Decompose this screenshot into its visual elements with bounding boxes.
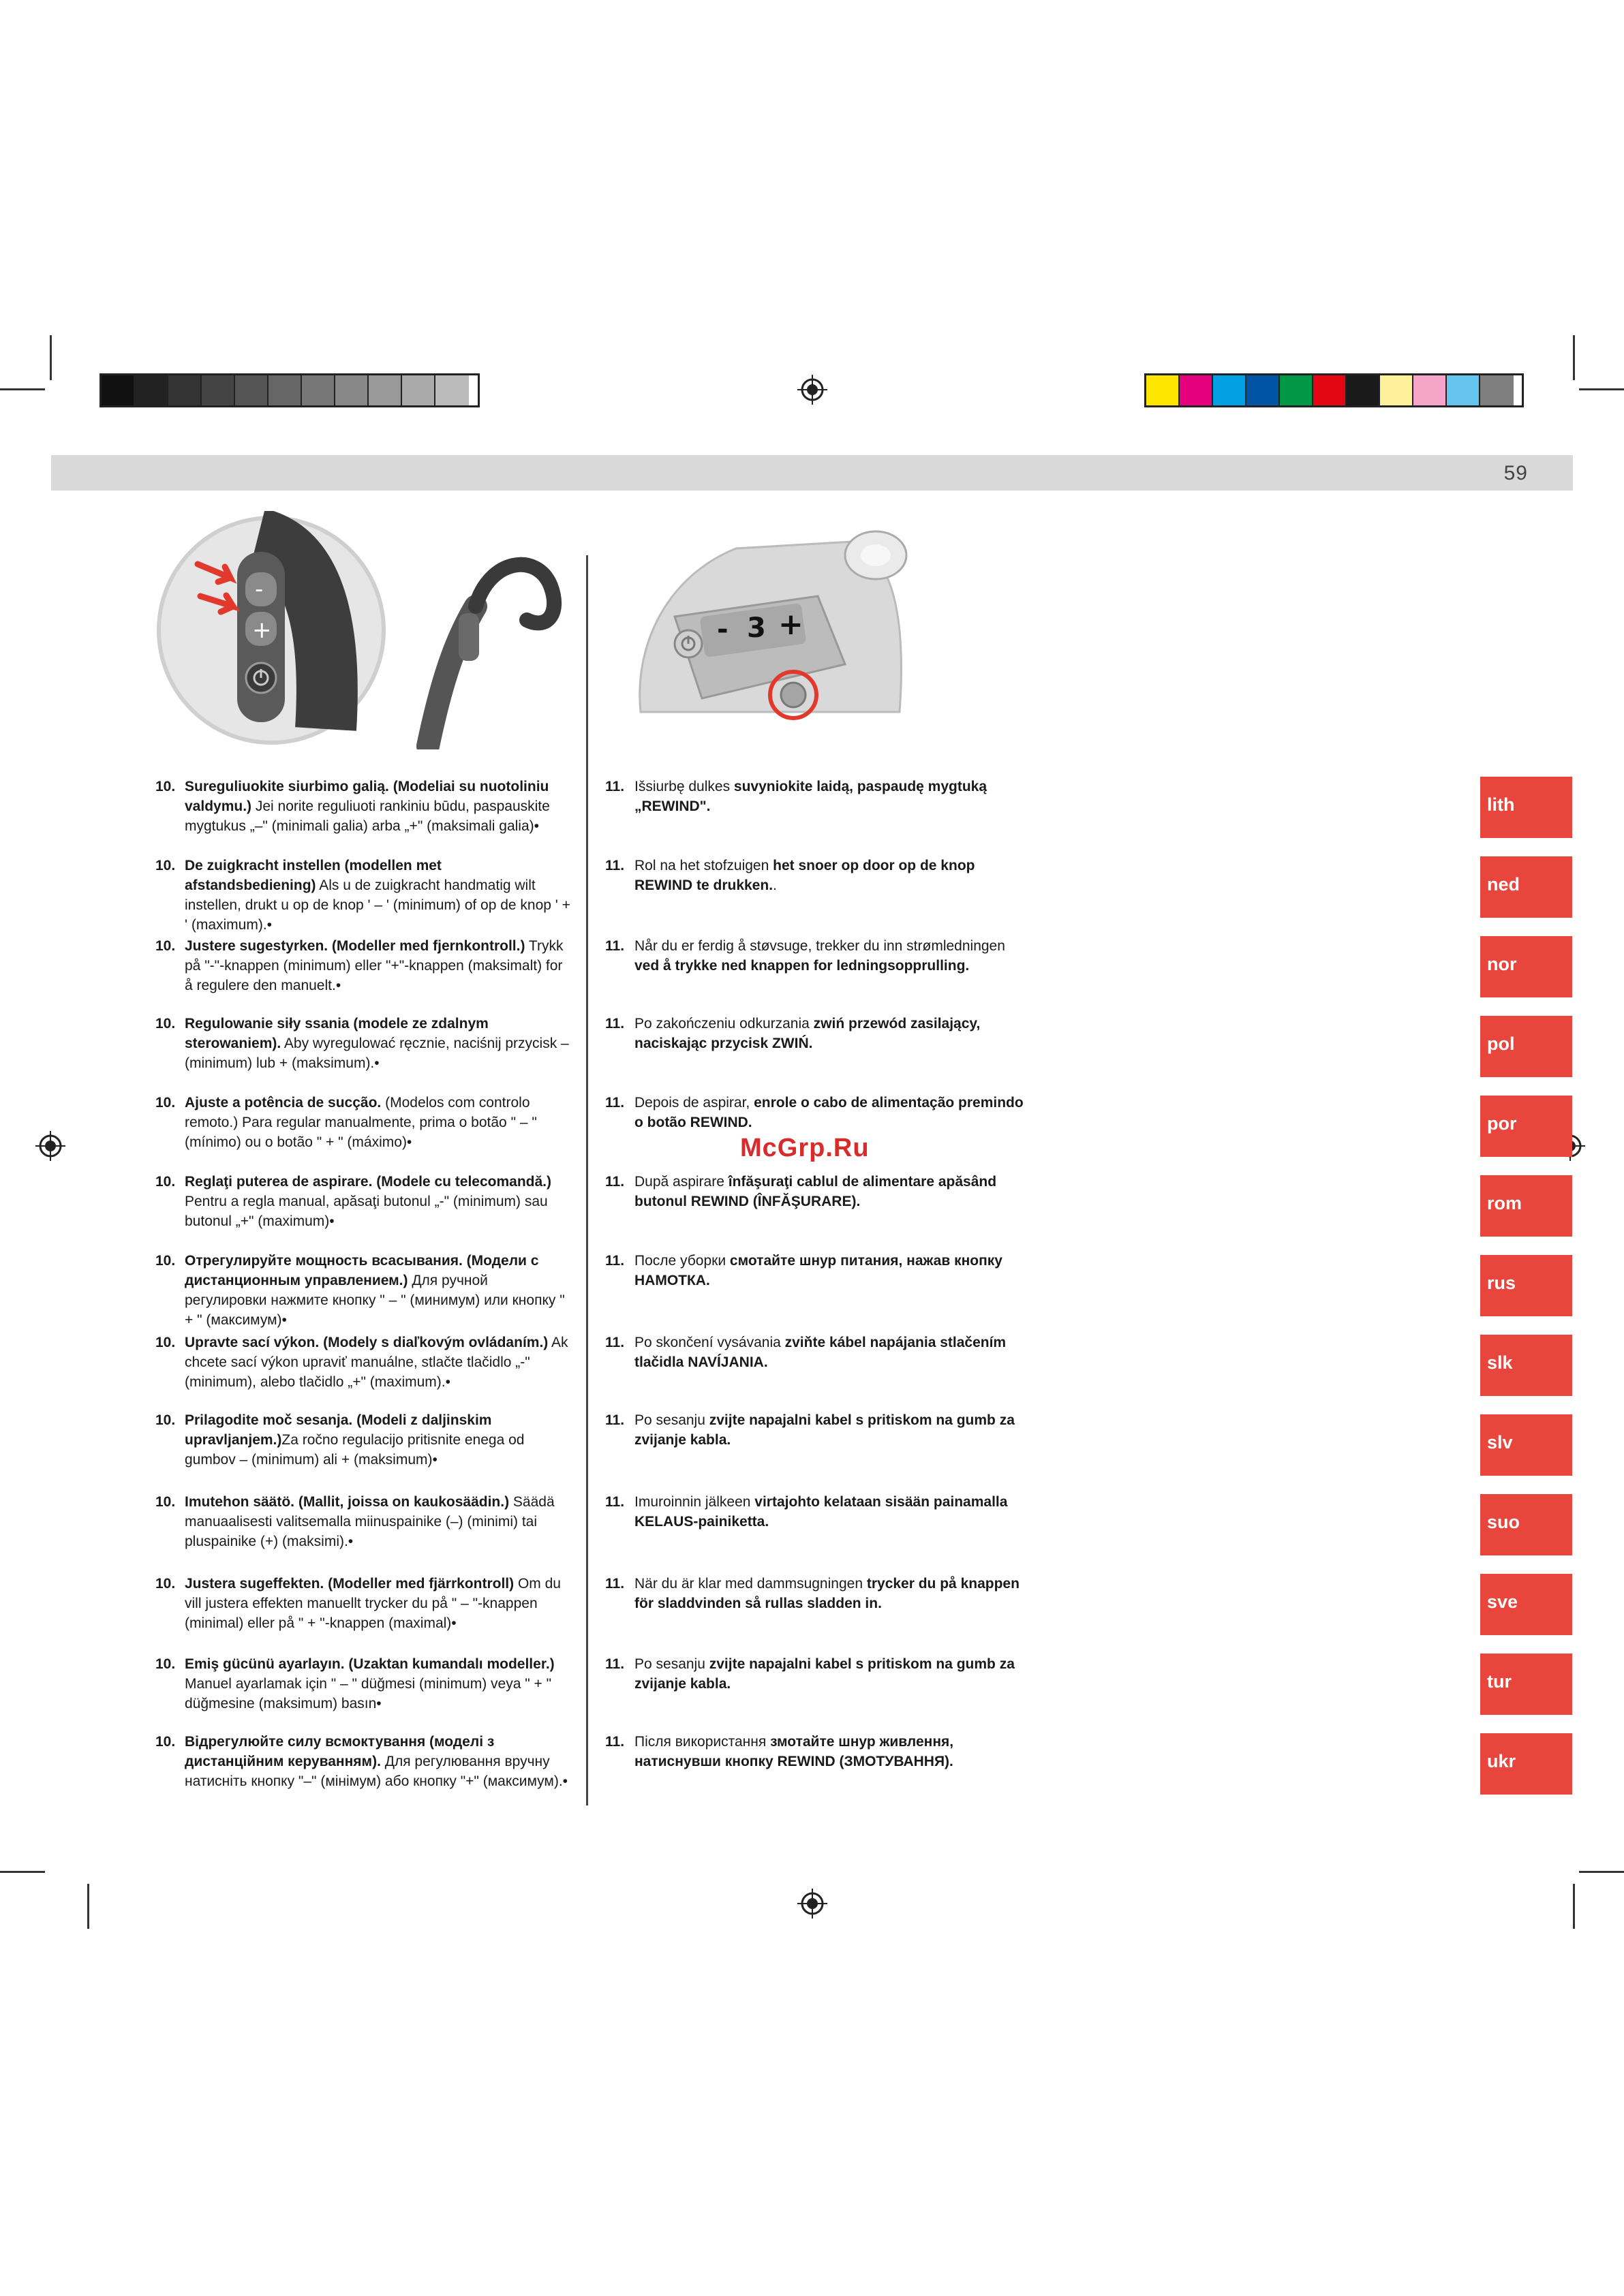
language-tab-pol[interactable]: pol: [1480, 1016, 1572, 1077]
language-tab-suo[interactable]: suo: [1480, 1494, 1572, 1555]
color-swatch: [1213, 375, 1246, 405]
crop-mark: [1579, 1871, 1624, 1873]
color-swatch: [135, 375, 168, 405]
crop-mark: [1573, 1884, 1575, 1929]
page-number: 59: [1503, 462, 1528, 484]
color-swatch: [402, 375, 435, 405]
crop-mark: [1579, 388, 1624, 390]
crop-mark: [0, 388, 45, 390]
language-tab-slv[interactable]: slv: [1480, 1414, 1572, 1476]
plus-icon: +: [252, 617, 272, 644]
color-swatch: [1280, 375, 1313, 405]
language-tab-sve[interactable]: sve: [1480, 1574, 1572, 1635]
color-swatch: [1347, 375, 1380, 405]
language-tab-ned[interactable]: ned: [1480, 856, 1572, 918]
color-swatch: [1246, 375, 1280, 405]
language-tab-por[interactable]: por: [1480, 1096, 1572, 1157]
language-tab-tur[interactable]: tur: [1480, 1654, 1572, 1715]
color-swatch: [1413, 375, 1447, 405]
language-tab-rom[interactable]: rom: [1480, 1175, 1572, 1237]
registration-mark-icon: [35, 1131, 65, 1161]
color-swatch: [102, 375, 135, 405]
minus-icon: -: [717, 614, 729, 645]
color-swatch: [269, 375, 302, 405]
language-tab-slk[interactable]: slk: [1480, 1335, 1572, 1396]
color-swatch: [1447, 375, 1480, 405]
handle-illustration: [155, 511, 578, 749]
crop-mark: [0, 1871, 45, 1873]
color-swatch: [1313, 375, 1347, 405]
color-swatch: [235, 375, 269, 405]
color-swatch: [1180, 375, 1213, 405]
crop-mark: [1573, 335, 1575, 380]
header-band: [51, 455, 1573, 491]
grayscale-calibration-strip: [99, 373, 480, 407]
color-swatch: [202, 375, 235, 405]
language-tab-nor[interactable]: nor: [1480, 936, 1572, 997]
language-tab-lith[interactable]: lith: [1480, 777, 1572, 838]
color-swatch: [435, 375, 469, 405]
crop-mark: [50, 335, 52, 380]
minus-icon: -: [255, 576, 264, 603]
column-divider: [586, 555, 588, 1805]
color-swatch: [1480, 375, 1514, 405]
color-swatch: [168, 375, 202, 405]
language-tab-ukr[interactable]: ukr: [1480, 1733, 1572, 1795]
plus-icon: +: [778, 607, 803, 642]
vacuum-control-panel-illustration: [627, 508, 913, 746]
crop-mark: [87, 1884, 89, 1929]
color-swatch: [302, 375, 335, 405]
language-tab-rus[interactable]: rus: [1480, 1255, 1572, 1316]
color-swatch: [335, 375, 369, 405]
registration-mark-icon: [797, 375, 827, 405]
watermark: McGrp.Ru: [740, 1134, 870, 1162]
color-swatch: [369, 375, 402, 405]
color-calibration-strip: [1144, 373, 1524, 407]
color-swatch: [1380, 375, 1413, 405]
registration-mark-icon: [797, 1889, 827, 1919]
power-level-digit: 3: [747, 612, 766, 644]
color-swatch: [1146, 375, 1180, 405]
